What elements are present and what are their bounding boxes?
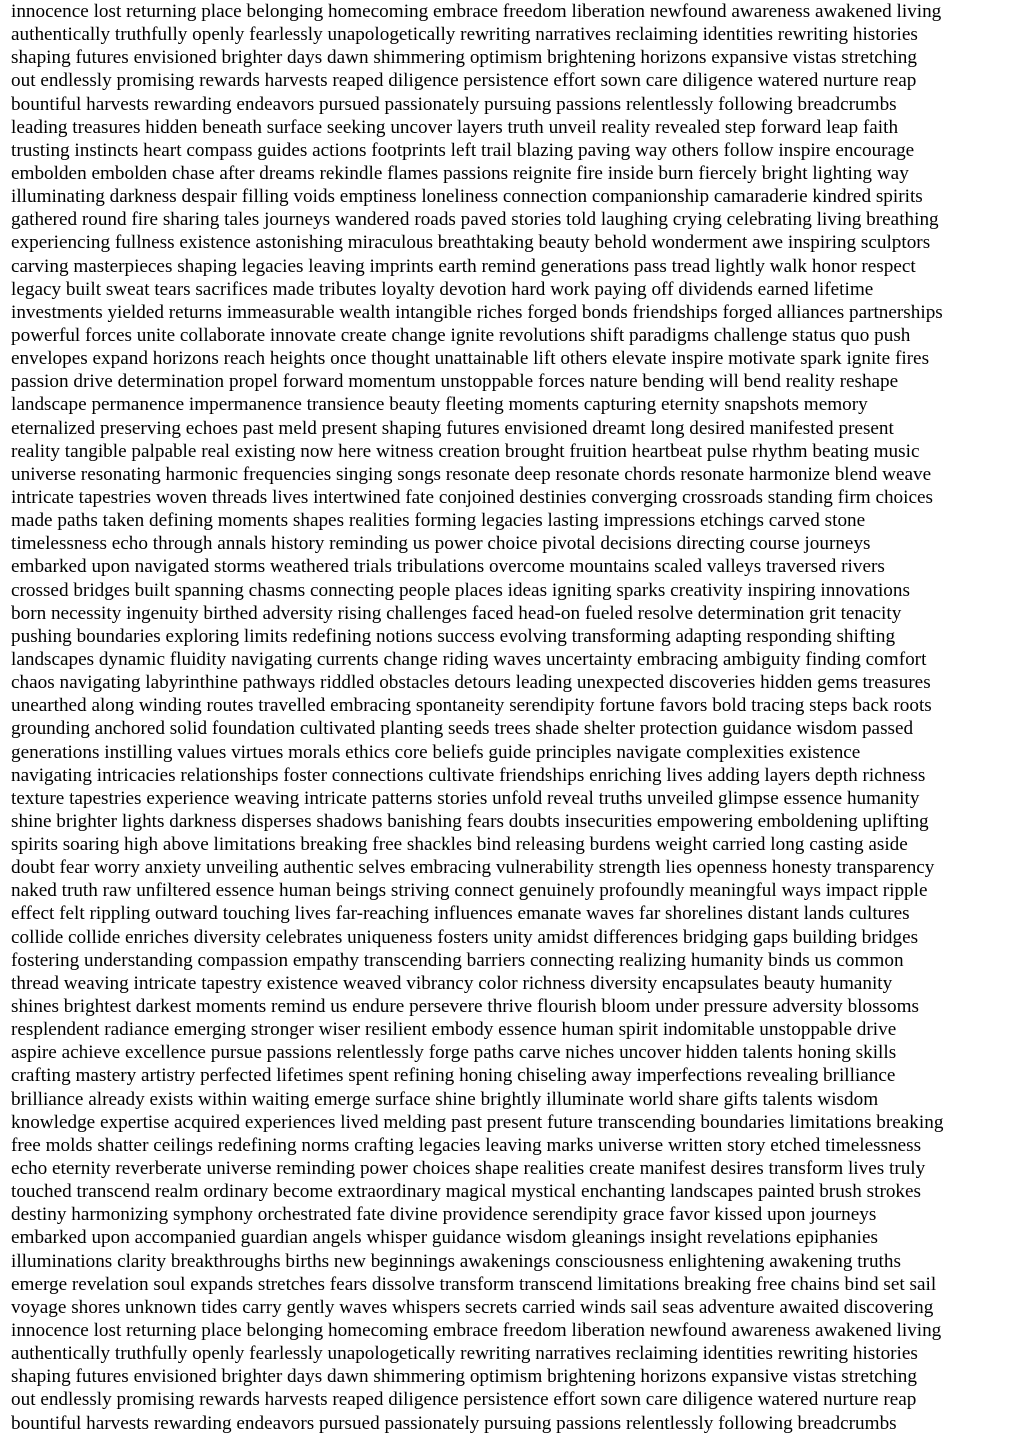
text-line: knowledge expertise acquired experiences lived melding past present future transcending boundaries limitations breaking <box>11 1111 944 1133</box>
text-line: illuminating darkness despair filling voids emptiness loneliness connection companionship camaraderie kindred spirits <box>11 186 923 208</box>
text-line: leading treasures hidden beneath surface seeking uncover layers truth unveil reality revealed step forward leap faith <box>11 116 899 138</box>
text-line: collide collide enriches diversity celebrates uniqueness fosters unity amidst differences bridging gaps building bridges <box>11 926 919 948</box>
text-line: naked truth raw unfiltered essence human beings striving connect genuinely profoundly meaningful ways impact ripple <box>11 880 928 902</box>
text-line: powerful forces unite collaborate innovate create change ignite revolutions shift paradigms challenge status quo push <box>11 324 911 346</box>
text-line: passion drive determination propel forward momentum unstoppable forces nature bending will bend reality reshape <box>11 371 899 393</box>
text-line: authentically truthfully openly fearlessly unapologetically rewriting narratives reclaiming identities rewriting histories <box>11 1343 918 1365</box>
text-line: shaping futures envisioned brighter days dawn shimmering optimism brightening horizons expansive vistas stretching <box>11 1366 917 1388</box>
text-line: brilliance already exists within waiting emerge surface shine brightly illuminate world share gifts talents wisdom <box>11 1088 879 1110</box>
text-line: landscapes dynamic fluidity navigating currents change riding waves uncertainty embracing ambiguity finding comfort <box>11 648 927 670</box>
text-line: embarked upon navigated storms weathered trials tribulations overcome mountains scaled valleys traversed rivers <box>11 556 885 578</box>
text-line: experiencing fullness existence astonishing miraculous breathtaking beauty behold wonderment awe inspiring sculptors <box>11 232 931 254</box>
text-line: destiny harmonizing symphony orchestrated fate divine providence serendipity grace favor kissed upon journeys <box>11 1204 877 1226</box>
text-line: embolden embolden chase after dreams rekindle flames passions reignite fire inside burn fiercely bright lighting way <box>11 162 909 184</box>
text-line: shine brighter lights darkness disperses shadows banishing fears doubts insecurities empowering emboldening uplifting <box>11 810 929 832</box>
text-line: unearthed along winding routes travelled embracing spontaneity serendipity fortune favors bold tracing steps back roots <box>11 695 932 717</box>
text-line: pushing boundaries exploring limits redefining notions success evolving transforming adapting responding shifting <box>11 625 896 647</box>
text-line: born necessity ingenuity birthed adversity rising challenges faced head-on fueled resolve determination grit tenacity <box>11 602 902 624</box>
text-line: aspire achieve excellence pursue passions relentlessly forge paths carve niches uncover hidden talents honing skills <box>11 1042 897 1064</box>
text-line: envelopes expand horizons reach heights once thought unattainable lift others elevate inspire motivate spark ignite fires <box>11 348 930 370</box>
text-line: landscape permanence impermanence transience beauty fleeting moments capturing eternity snapshots memory <box>11 394 868 416</box>
text-line: resplendent radiance emerging stronger wiser resilient embody essence human spirit indomitable unstoppable drive <box>11 1019 897 1041</box>
text-line: gathered round fire sharing tales journeys wandered roads paved stories told laughing crying celebrating living breathing <box>11 209 939 231</box>
text-line: voyage shores unknown tides carry gently waves whispers secrets carried winds sail seas adventure awaited discovering <box>11 1296 934 1318</box>
text-line: touched transcend realm ordinary become extraordinary magical mystical enchanting landscapes painted brush strokes <box>11 1181 922 1203</box>
text-line: out endlessly promising rewards harvests reaped diligence persistence effort sown care diligence watered nurture reap <box>11 70 917 92</box>
text-line: eternalized preserving echoes past meld present shaping futures envisioned dreamt long desired manifested present <box>11 417 894 439</box>
text-line: innocence lost returning place belonging homecoming embrace freedom liberation newfound awareness awakened living <box>11 1320 942 1342</box>
text-line: investments yielded returns immeasurable wealth intangible riches forged bonds friendships forged alliances partnerships <box>11 301 943 323</box>
text-line: fostering understanding compassion empathy transcending barriers connecting realizing humanity binds us common <box>11 949 904 971</box>
text-line: trusting instincts heart compass guides actions footprints left trail blazing paving way others follow inspire encourage <box>11 139 915 161</box>
text-line: intricate tapestries woven threads lives intertwined fate conjoined destinies converging crossroads standing firm choices <box>11 486 933 508</box>
text-line: echo eternity reverberate universe reminding power choices shape realities create manifest desires transform lives truly <box>11 1158 926 1180</box>
text-line: emerge revelation soul expands stretches fears dissolve transform transcend limitations breaking free chains bind set sail <box>11 1273 937 1295</box>
text-line: embarked upon accompanied guardian angels whisper guidance wisdom gleanings insight revelations epiphanies <box>11 1227 878 1249</box>
text-line: shines brightest darkest moments remind us endure persevere thrive flourish bloom under pressure adversity blossoms <box>11 996 920 1018</box>
text-line: thread weaving intricate tapestry existence weaved vibrancy color richness diversity encapsulates beauty humanity <box>11 972 893 994</box>
text-line: spirits soaring high above limitations breaking free shackles bind releasing burdens weight carried long casting aside <box>11 834 908 856</box>
text-line: authentically truthfully openly fearlessly unapologetically rewriting narratives reclaiming identities rewriting histories <box>11 24 918 46</box>
text-line: out endlessly promising rewards harvests reaped diligence persistence effort sown care diligence watered nurture reap <box>11 1389 917 1411</box>
text-line: innocence lost returning place belonging homecoming embrace freedom liberation newfound awareness awakened living <box>11 1 942 22</box>
text-line: universe resonating harmonic frequencies singing songs resonate deep resonate chords resonate harmonize blend weave <box>11 463 932 485</box>
text-line: bountiful harvests rewarding endeavors pursued passionately pursuing passions relentlessly following breadcrumbs <box>11 93 897 115</box>
text-line: generations instilling values virtues morals ethics core beliefs guide principles navigate complexities existence <box>11 741 861 763</box>
text-line: illuminations clarity breakthroughs births new beginnings awakenings consciousness enlightening awakening truths <box>11 1250 901 1272</box>
text-line: crafting mastery artistry perfected lifetimes spent refining honing chiseling away imperfections revealing brilliance <box>11 1065 896 1087</box>
text-line: effect felt rippling outward touching lives far-reaching influences emanate waves far shorelines distant lands cultures <box>11 903 910 925</box>
text-line: shaping futures envisioned brighter days dawn shimmering optimism brightening horizons expansive vistas stretching <box>11 47 917 69</box>
text-line: doubt fear worry anxiety unveiling authentic selves embracing vulnerability strength lies openness honesty transparency <box>11 857 935 879</box>
text-line: crossed bridges built spanning chasms connecting people places ideas igniting sparks creativity inspiring innovations <box>11 579 910 601</box>
document-body <box>11 0 1014 1435</box>
text-line: reality tangible palpable real existing now here witness creation brought fruition heartbeat pulse rhythm beating music <box>11 440 920 462</box>
text-line: navigating intricacies relationships foster connections cultivate friendships enriching lives adding layers depth richness <box>11 764 926 786</box>
text-line: grounding anchored solid foundation cultivated planting seeds trees shade shelter protection guidance wisdom passed <box>11 718 914 740</box>
text-line: legacy built sweat tears sacrifices made tributes loyalty devotion hard work paying off dividends earned lifetime <box>11 278 874 300</box>
text-line: free molds shatter ceilings redefining norms crafting legacies leaving marks universe written story etched timelessness <box>11 1134 922 1156</box>
text-line: carving masterpieces shaping legacies leaving imprints earth remind generations pass tread lightly walk honor respect <box>11 255 916 277</box>
text-line: texture tapestries experience weaving intricate patterns stories unfold reveal truths unveiled glimpse essence humanity <box>11 787 920 809</box>
text-line: bountiful harvests rewarding endeavors pursued passionately pursuing passions relentlessly following breadcrumbs <box>11 1412 897 1434</box>
text-line: chaos navigating labyrinthine pathways riddled obstacles detours leading unexpected discoveries hidden gems treasures <box>11 672 931 694</box>
text-line: made paths taken defining moments shapes realities forming legacies lasting impressions etchings carved stone <box>11 510 866 532</box>
text-line: timelessness echo through annals history reminding us power choice pivotal decisions directing course journeys <box>11 533 871 555</box>
